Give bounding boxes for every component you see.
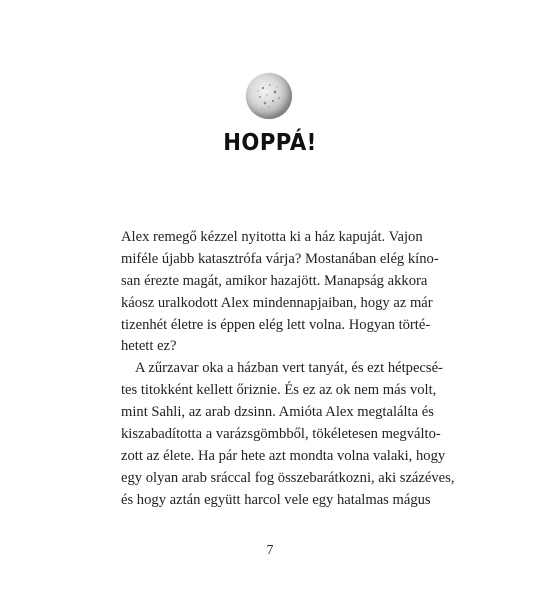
text-line: hetett ez? <box>121 338 177 355</box>
text-line: káosz uralkodott Alex mindennapjaiban, hogy az már <box>121 294 433 311</box>
chapter-title: HOPPÁ! <box>223 130 317 156</box>
text-line: tizenhét életre is éppen elég lett volna. Hogyan törté- <box>121 316 431 333</box>
text-line: miféle újabb katasztrófa várja? Mostanában elég kíno- <box>121 250 439 267</box>
text-line: Alex remegő kézzel nyitotta ki a ház kapuját. Vajon <box>121 229 423 245</box>
text-line: zott az élete. Ha pár hete azt mondta volna valaki, hogy <box>121 447 446 464</box>
text-line: san érezte magát, amikor hazajött. Manapság akkora <box>121 272 428 289</box>
text-line: kiszabadította a varázsgömbből, tökéletesen megválto- <box>121 426 441 443</box>
text-line: és hogy aztán együtt harcol vele egy hatalmas mágus <box>121 491 431 508</box>
text-line: A zűrzavar oka a házban vert tanyát, és ezt hétpecsé- <box>135 360 443 377</box>
page-number: 7 <box>266 542 274 557</box>
orb-icon <box>246 73 292 119</box>
text-line: mint Sahli, az arab dzsinn. Amióta Alex megtalálta és <box>121 404 434 421</box>
body-text <box>121 227 455 512</box>
text-line: tes titokként kellett őriznie. És ez az ok nem más volt, <box>121 382 437 399</box>
text-line: egy olyan arab sráccal fog összebarátkozni, aki százéves, <box>121 469 455 486</box>
orb-texture <box>246 73 292 119</box>
